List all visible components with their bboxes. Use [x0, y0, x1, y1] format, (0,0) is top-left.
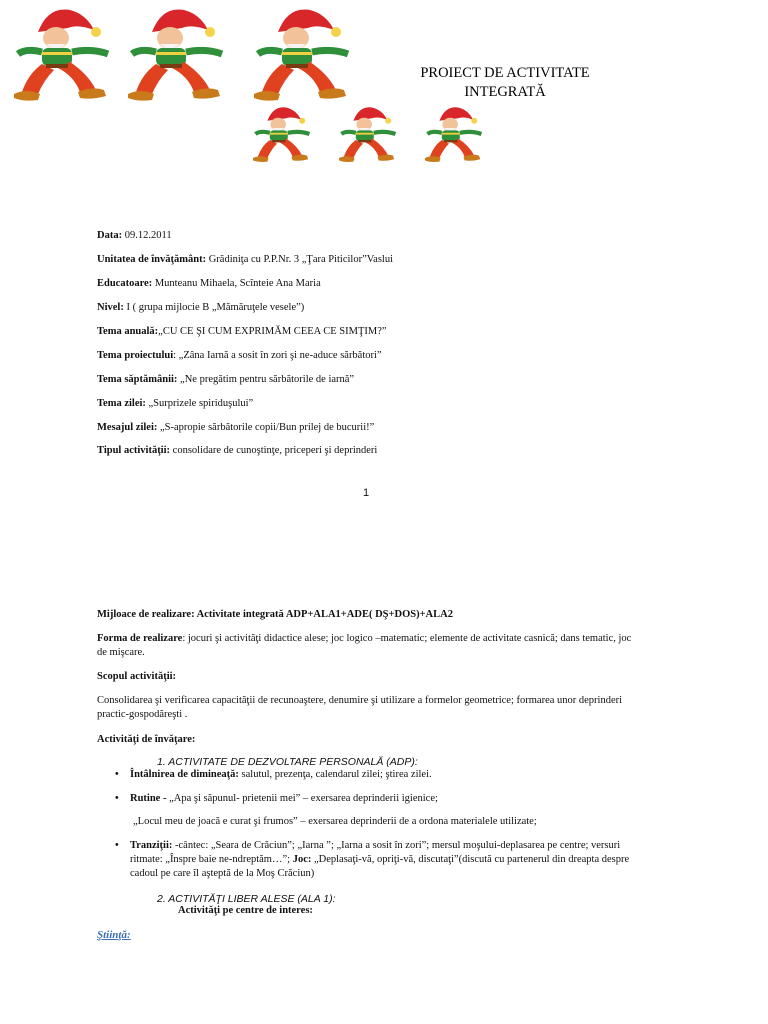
field-label: Mesajul zilei: [97, 422, 158, 433]
document-title [400, 64, 610, 102]
field-label: Tema zilei: [97, 398, 146, 409]
field-label: Unitatea de învăţământ: [97, 254, 207, 265]
activitati-heading: Activităţi de învăţare: [97, 734, 196, 745]
field-value: Munteanu Mihaela, Scînteie Ana Maria [152, 278, 321, 289]
field-value: I ( grupa mijlocie B „Mămăruţele vesele”) [123, 302, 305, 313]
elf-illustration-small [416, 104, 494, 164]
scopul-heading: Scopul activităţii: [97, 671, 177, 682]
field-label: Tema anuală: [97, 326, 159, 337]
field-row [97, 325, 387, 338]
field-row [97, 444, 377, 457]
field-row [97, 229, 172, 242]
elf-illustration-small [244, 104, 322, 164]
field-value: „S-apropie sărbătorile copii/Bun prilej de bucurii!” [157, 422, 375, 433]
bullet-intalnirea: • Întâlnirea de dimineaţă: salutul, prezenţa, calendarul zilei; ştirea zilei. [115, 769, 432, 780]
field-label: Nivel: [97, 302, 124, 313]
field-label: Educatoare: [97, 278, 153, 289]
field-row [97, 373, 354, 386]
field-label: Data: [97, 230, 123, 241]
field-row [97, 277, 321, 290]
bullet-rutine: • Rutine - „Apa şi săpunul- prietenii mei” – exersarea deprinderii igienice; [115, 793, 438, 804]
field-value: „Surprizele spiriduşului” [145, 398, 254, 409]
scopul-paragraph: Consolidarea şi verificarea capacităţii de recunoaştere, denumire şi utilizare a formelor geometrice; formarea unor deprinderi practic-gospodăreşti . [97, 695, 623, 720]
mijloace-line: Mijloace de realizare: Activitate integrată ADP+ALA1+ADE( DŞ+DOS)+ALA2 [97, 609, 453, 620]
rutine-line-2: „Locul meu de joacă e curat şi frumos” – exersarea deprinderii de a ordona materialele utilizate; [133, 816, 537, 827]
field-value: consolidare de cunoştinţe, priceperi şi deprinderi [170, 445, 378, 456]
field-row [97, 349, 382, 362]
field-row [97, 421, 374, 434]
elf-illustration [248, 4, 360, 104]
field-row [97, 301, 304, 314]
field-value: : „Zâna Iarnă a sosit în zori şi ne-aduce sărbători” [173, 350, 382, 361]
forma-paragraph: Forma de realizare: jocuri şi activităţi didactice alese; joc logico –matematic; elemente de activitate casnică; dans tematic, joc de mişcare. [97, 633, 632, 658]
title-line-2: INTEGRATĂ [464, 84, 546, 100]
elf-illustration-small [330, 104, 408, 164]
list-item-adp: 1. ACTIVITATE DE DEZVOLTARE PERSONALĂ (ADP): [157, 756, 418, 768]
stiinta-heading: Ştiinţă: [97, 929, 131, 941]
field-row [97, 397, 253, 410]
bullet-icon: • [115, 840, 119, 851]
field-value: Grădiniţa cu P.P.Nr. 3 „Ţara Piticilor”Vaslui [206, 254, 394, 265]
field-value: 09.12.2011 [122, 230, 172, 241]
centre-heading: Activităţi pe centre de interes: [178, 905, 313, 916]
page-number: 1 [363, 487, 370, 499]
bullet-icon: • [115, 793, 119, 804]
bullet-tranzitii: • Tranziţii: -cântec: „Seara de Crăciun”; „Iarna ”; „Iarna a sosit în zori”; mersul moşului-deplasarea pe centre; versuri ritmate: „Înspre baie ne-ndreptăm…”; Joc: „Deplasaţi-vă, opriţi-vă, discutaţi”(discută cu partenerul din dreapta despre cadoul pe care îl aşteptă de la Moş Crăciun) [115, 840, 630, 879]
field-value: „Ne pregătim pentru sărbătorile de iarnă” [177, 374, 355, 385]
elf-illustration [8, 4, 120, 104]
field-value: „CU CE ŞI CUM EXPRIMĂM CEEA CE SIMŢIM?” [158, 326, 387, 337]
field-label: Tema proiectului [97, 350, 174, 361]
field-row [97, 253, 393, 266]
title-line-1: PROIECT DE ACTIVITATE [420, 65, 590, 81]
list-item-ala1: 2. ACTIVITĂŢI LIBER ALESE (ALA 1): [157, 893, 336, 905]
field-label: Tipul activităţii: [97, 445, 171, 456]
elf-illustration [122, 4, 234, 104]
bullet-icon: • [115, 769, 119, 780]
field-label: Tema săptămânii: [97, 374, 178, 385]
